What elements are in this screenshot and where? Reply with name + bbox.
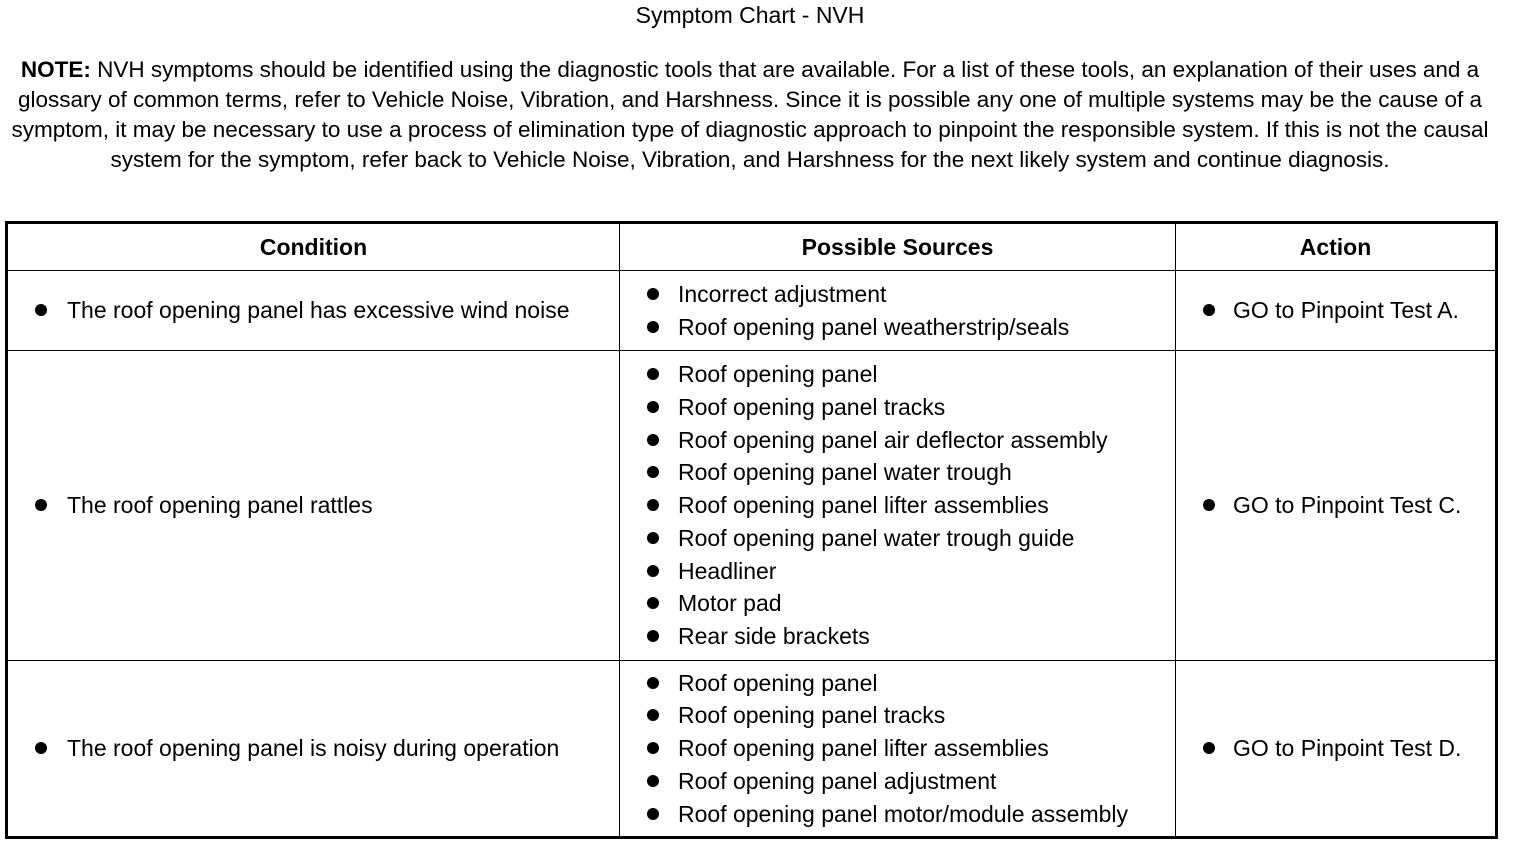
header-condition: Condition xyxy=(7,223,620,271)
source-text: Roof opening panel adjustment xyxy=(678,767,997,794)
bullet-dot-icon xyxy=(647,808,659,820)
action-cell xyxy=(1176,351,1497,661)
source-text: Motor pad xyxy=(678,590,782,617)
condition-text: The roof opening panel is noisy during operation xyxy=(67,735,560,762)
symptom-chart-table xyxy=(5,221,1498,839)
action-cell xyxy=(1176,661,1497,838)
list-item xyxy=(620,798,1175,831)
source-text: Roof opening panel water trough guide xyxy=(678,524,1075,551)
action-text: GO to Pinpoint Test C. xyxy=(1233,492,1462,519)
source-text: Roof opening panel weatherstrip/seals xyxy=(678,313,1070,340)
list-item xyxy=(620,278,1175,311)
list-item xyxy=(620,732,1175,765)
source-text: Roof opening panel tracks xyxy=(678,702,946,729)
bullet-dot-icon xyxy=(35,742,47,754)
action-text: GO to Pinpoint Test D. xyxy=(1233,735,1462,762)
list-item xyxy=(620,424,1175,457)
condition-text: The roof opening panel has excessive wind noise xyxy=(67,297,570,324)
source-text: Roof opening panel xyxy=(678,360,878,387)
bullet-dot-icon xyxy=(647,532,659,544)
action-text: GO to Pinpoint Test A. xyxy=(1233,297,1459,324)
list-item xyxy=(620,620,1175,653)
source-text: Roof opening panel tracks xyxy=(678,393,946,420)
list-item xyxy=(620,699,1175,732)
list-item xyxy=(8,489,619,522)
possible-sources-cell xyxy=(620,351,1176,661)
bullet-dot-icon xyxy=(647,565,659,577)
condition-cell xyxy=(7,271,620,351)
source-text: Roof opening panel motor/module assembly xyxy=(678,800,1129,827)
list-item xyxy=(1176,294,1495,327)
table-row xyxy=(7,351,1497,661)
list-item xyxy=(620,555,1175,588)
bullet-dot-icon xyxy=(647,630,659,642)
table-row xyxy=(7,661,1497,838)
list-item xyxy=(620,667,1175,700)
action-cell xyxy=(1176,271,1497,351)
bullet-dot-icon xyxy=(35,499,47,511)
list-item xyxy=(1176,489,1495,522)
source-text: Headliner xyxy=(678,557,777,584)
bullet-dot-icon xyxy=(1203,499,1215,511)
bullet-dot-icon xyxy=(647,401,659,413)
possible-sources-cell xyxy=(620,661,1176,838)
table-row xyxy=(7,271,1497,351)
list-item xyxy=(620,489,1175,522)
bullet-dot-icon xyxy=(647,709,659,721)
list-item xyxy=(8,294,619,327)
source-text: Roof opening panel water trough xyxy=(678,459,1012,486)
bullet-dot-icon xyxy=(647,499,659,511)
source-text: Incorrect adjustment xyxy=(678,280,887,307)
condition-cell xyxy=(7,661,620,838)
source-text: Roof opening panel air deflector assembly xyxy=(678,426,1108,453)
bullet-dot-icon xyxy=(647,321,659,333)
list-item xyxy=(8,732,619,765)
header-action: Action xyxy=(1176,223,1497,271)
list-item xyxy=(620,587,1175,620)
page-title: Symptom Chart - NVH xyxy=(635,2,865,28)
source-text: Roof opening panel lifter assemblies xyxy=(678,735,1049,762)
note-paragraph xyxy=(8,55,1492,175)
possible-sources-cell xyxy=(620,271,1176,351)
list-item xyxy=(1176,732,1495,765)
list-item xyxy=(620,358,1175,391)
bullet-dot-icon xyxy=(647,775,659,787)
list-item xyxy=(620,456,1175,489)
source-text: Roof opening panel xyxy=(678,669,878,696)
bullet-dot-icon xyxy=(647,466,659,478)
note-text: NVH symptoms should be identified using the diagnostic tools that are available. For a list of these tools, an explanation of their uses and a glossary of common terms, refer to Vehicle Noise, Vibration, and Harshness. Since it is possible any one of multiple systems may be the cause of a symptom, it may be necessary to use a process of elimination type of diagnostic approach to pinpoint the responsible system. If this is not the causal system for the symptom, refer back to Vehicle Noise, Vibration, and Harshness for the next likely system and continue diagnosis. xyxy=(11,57,1489,172)
list-item xyxy=(620,391,1175,424)
bullet-dot-icon xyxy=(647,742,659,754)
bullet-dot-icon xyxy=(647,597,659,609)
bullet-dot-icon xyxy=(1203,742,1215,754)
list-item xyxy=(620,522,1175,555)
condition-text: The roof opening panel rattles xyxy=(67,492,373,519)
note-label: NOTE: xyxy=(20,57,91,82)
list-item xyxy=(620,311,1175,344)
bullet-dot-icon xyxy=(647,434,659,446)
source-text: Roof opening panel lifter assemblies xyxy=(678,492,1049,519)
condition-cell xyxy=(7,351,620,661)
bullet-dot-icon xyxy=(647,677,659,689)
bullet-dot-icon xyxy=(647,368,659,380)
bullet-dot-icon xyxy=(1203,304,1215,316)
source-text: Rear side brackets xyxy=(678,623,870,650)
bullet-dot-icon xyxy=(647,288,659,300)
header-possible-sources: Possible Sources xyxy=(620,223,1176,271)
table-header-row xyxy=(7,223,1497,271)
list-item xyxy=(620,765,1175,798)
bullet-dot-icon xyxy=(35,304,47,316)
